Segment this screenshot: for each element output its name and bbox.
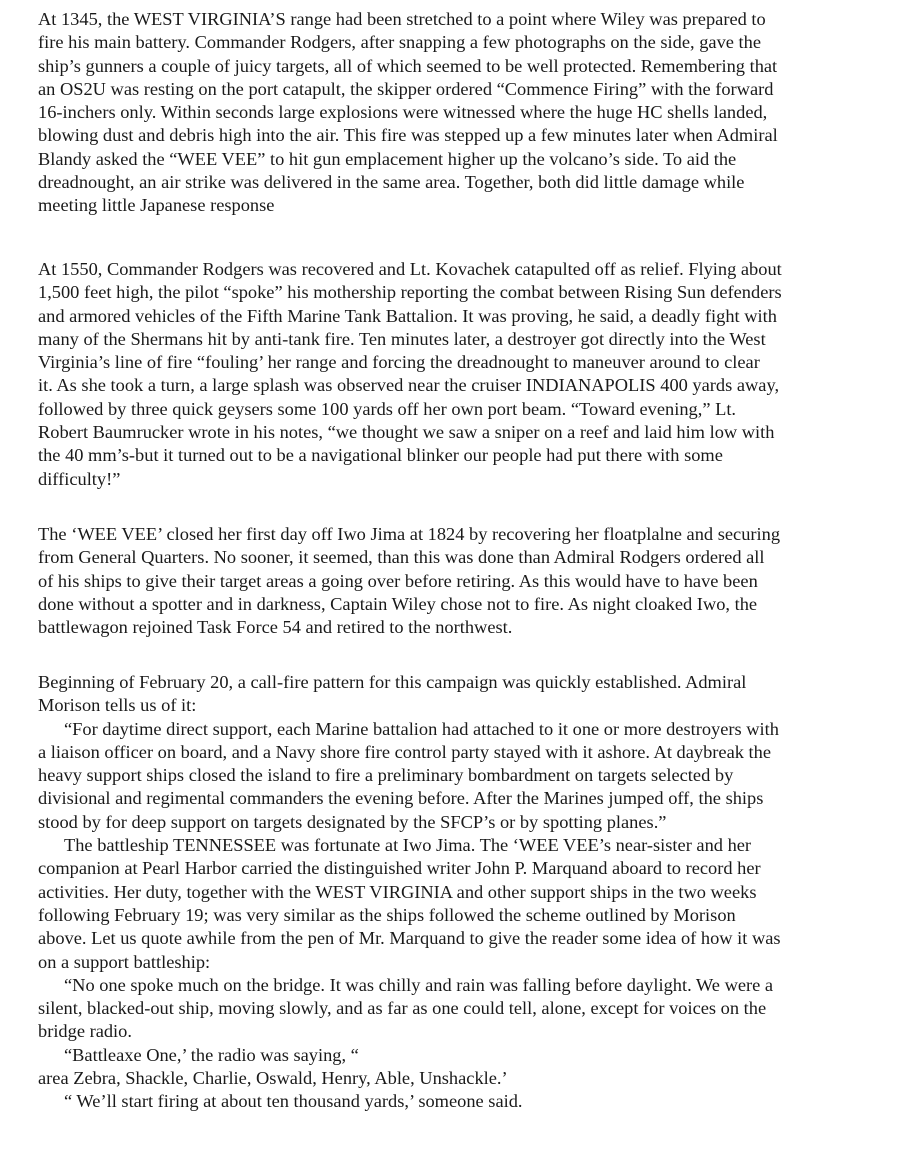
paragraph-3 xyxy=(38,523,888,639)
text-line: 1,500 feet high, the pilot “spoke” his mothership reporting the combat between Rising Sun defenders xyxy=(38,282,782,303)
quote-line: “For daytime direct support, each Marine battalion had attached to it one or more destroyers with xyxy=(64,718,779,739)
quote-line: “No one spoke much on the bridge. It was chilly and rain was falling before daylight. We were a xyxy=(64,974,774,995)
quote-line: “ We’ll start firing at about ten thousand yards,’ someone said. xyxy=(64,1091,523,1112)
text-line: following February 19; was very similar as the ships followed the scheme outlined by Morison xyxy=(38,904,736,925)
text-line: done without a spotter and in darkness, Captain Wiley chose not to fire. As night cloaked Iwo, the xyxy=(38,593,758,614)
text-line: it. As she took a turn, a large splash was observed near the cruiser INDIANAPOLIS 400 yards away, xyxy=(38,375,780,396)
text-line: blowing dust and debris high into the air. This fire was stepped up a few minutes later when Admiral xyxy=(38,125,778,146)
text-line: many of the Shermans hit by anti-tank fire. Ten minutes later, a destroyer got directly into the West xyxy=(38,328,766,349)
text-line: the 40 mm’s-but it turned out to be a navigational blinker our people had put there with some xyxy=(38,445,723,466)
quote-line: stood by for deep support on targets designated by the SFCP’s or by spotting planes.” xyxy=(38,811,667,832)
paragraph-2 xyxy=(38,258,888,491)
text-line: Virginia’s line of fire “fouling’ her range and forcing the dreadnought to maneuver around to clear xyxy=(38,352,760,373)
text-line: ship’s gunners a couple of juicy targets, all of which seemed to be well protected. Remembering that xyxy=(38,55,778,76)
text-line: Blandy asked the “WEE VEE” to hit gun emplacement higher up the volcano’s side. To aid the xyxy=(38,148,737,169)
quote-line: divisional and regimental commanders the evening before. After the Marines jumped off, the ships xyxy=(38,788,764,809)
text-line: Beginning of February 20, a call-fire pattern for this campaign was quickly established. Admiral xyxy=(38,672,747,692)
text-line: Morison tells us of it: xyxy=(38,695,197,716)
text-line: The battleship TENNESSEE was fortunate at Iwo Jima. The ‘WEE VEE’s near-sister and her xyxy=(64,835,752,856)
text-line: battlewagon rejoined Task Force 54 and retired to the northwest. xyxy=(38,617,513,638)
text-line: dreadnought, an air strike was delivered in the same area. Together, both did little damage while xyxy=(38,172,745,193)
text-line: 16-inchers only. Within seconds large explosions were witnessed where the huge HC shells landed, xyxy=(38,102,768,123)
quote-line: a liaison officer on board, and a Navy shore fire control party stayed with it ashore. At daybreak the xyxy=(38,741,772,762)
quote-line: bridge radio. xyxy=(38,1021,132,1042)
paragraph-4 xyxy=(38,671,888,1114)
text-line: followed by three quick geysers some 100 yards off her own port beam. “Toward evening,” Lt. xyxy=(38,398,737,419)
text-line: above. Let us quote awhile from the pen of Mr. Marquand to give the reader some idea of how it was xyxy=(38,928,781,949)
text-line: fire his main battery. Commander Rodgers, after snapping a few photographs on the side, gave the xyxy=(38,32,761,53)
quote-line: area Zebra, Shackle, Charlie, Oswald, Henry, Able, Unshackle.’ xyxy=(38,1068,508,1089)
quote-line: “Battleaxe One,’ the radio was saying, “ xyxy=(64,1044,359,1065)
text-line: At 1550, Commander Rodgers was recovered and Lt. Kovachek catapulted off as relief. Flying about xyxy=(38,259,782,279)
text-line: At 1345, the WEST VIRGINIA’S range had been stretched to a point where Wiley was prepared to xyxy=(38,9,766,29)
quote-line: silent, blacked-out ship, moving slowly, and as far as one could tell, alone, except for voices on the xyxy=(38,998,767,1019)
text-line: of his ships to give their target areas a going over before retiring. As this would have to have been xyxy=(38,570,758,591)
text-line: activities. Her duty, together with the WEST VIRGINIA and other support ships in the two weeks xyxy=(38,881,757,902)
text-line: difficulty!” xyxy=(38,468,121,489)
text-line: The ‘WEE VEE’ closed her first day off Iwo Jima at 1824 by recovering her floatplalne and securing xyxy=(38,524,781,544)
text-line: meeting little Japanese response xyxy=(38,195,275,216)
text-line: Robert Baumrucker wrote in his notes, “we thought we saw a sniper on a reef and laid him low with xyxy=(38,422,775,443)
paragraph-1 xyxy=(38,8,888,218)
text-line: from General Quarters. No sooner, it seemed, than this was done than Admiral Rodgers ordered all xyxy=(38,547,765,568)
text-line: on a support battleship: xyxy=(38,951,211,972)
text-line: companion at Pearl Harbor carried the distinguished writer John P. Marquand aboard to record her xyxy=(38,858,761,879)
text-line: an OS2U was resting on the port catapult, the skipper ordered “Commence Firing” with the forward xyxy=(38,78,774,99)
quote-line: heavy support ships closed the island to fire a preliminary bombardment on targets selected by xyxy=(38,765,734,786)
text-line: and armored vehicles of the Fifth Marine Tank Battalion. It was proving, he said, a deadly fight with xyxy=(38,305,777,326)
